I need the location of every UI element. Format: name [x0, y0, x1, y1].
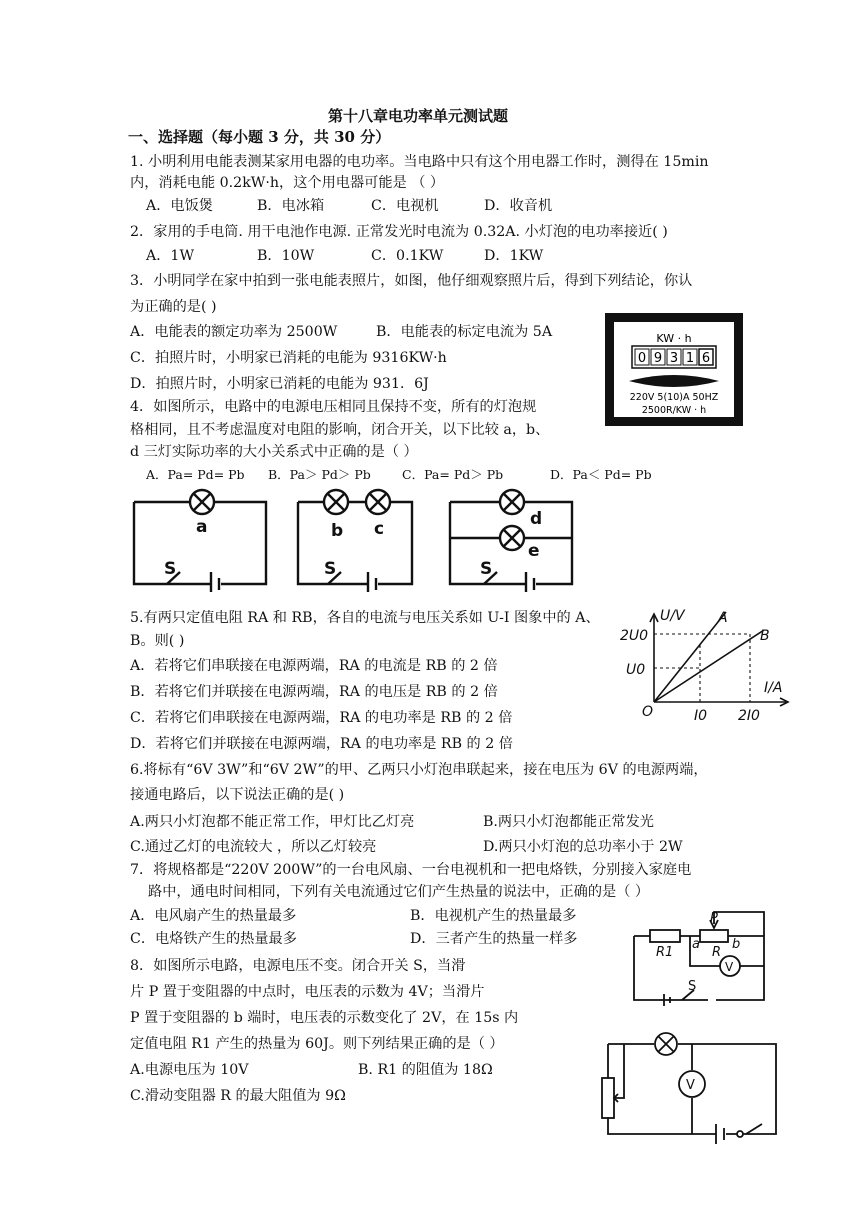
lamp-b-label: b: [331, 521, 344, 541]
q5-stem-line1: 5.有两只定值电阻 RA 和 RB，各自的电流与电压关系如 U-I 图象中的 A、: [130, 610, 600, 626]
q1-option-c: C．电视机: [371, 198, 439, 214]
q2-option-c: C．0.1KW: [371, 248, 444, 264]
q4-stem-line2: 格相同，且不考虑温度对电阻的影响，闭合开关，以下比较 a，b、: [130, 422, 550, 438]
q2-stem: 2．家用的手电筒. 用干电池作电源. 正常发光时电流为 0.32A. 小灯泡的电功率接近( ): [130, 224, 668, 240]
q2-option-b: B．10W: [257, 248, 315, 264]
q7-option-a: A．电风扇产生的热量最多: [130, 908, 297, 924]
q4-stem-line3: d 三灯实际功率的大小关系式中正确的是（ ）: [130, 444, 418, 460]
q8-slider-label: P: [710, 911, 718, 926]
energy-meter-figure: [605, 313, 743, 426]
meter-digit-2: 9: [653, 351, 663, 366]
q7-option-c: C．电烙铁产生的热量最多: [130, 931, 297, 947]
graph-y-tick-u0: U0: [626, 662, 646, 678]
q2-option-a: A．1W: [146, 248, 195, 264]
q1-stem-line2: 内，消耗电能 0.2kW·h，这个用电器可能是 （ ）: [130, 175, 445, 191]
q5-option-d: D．若将它们并联接在电源两端，RA 的电功率是 RB 的 2 倍: [130, 736, 513, 752]
q6-stem-line2: 接通电路后，以下说法正确的是( ): [130, 787, 345, 803]
q8-r-label: R: [712, 945, 722, 960]
q3-option-d: D．拍照片时，小明家已消耗的电能为 931．6J: [130, 376, 429, 392]
q3-option-b: B．电能表的标定电流为 5A: [376, 324, 553, 340]
q6-option-d: D.两只小灯泡的总功率小于 2W: [483, 839, 683, 855]
lamp-c-label: c: [374, 519, 385, 539]
graph-xlabel: I/A: [764, 680, 783, 696]
q5-option-c: C．若将它们串联接在电源两端，RA 的电功率是 RB 的 2 倍: [130, 710, 513, 726]
section-heading: 一、选择题（每小题 3 分，共 30 分）: [128, 128, 391, 146]
graph-x-tick-2i0: 2I0: [738, 708, 760, 724]
q8-circuit-figure: [628, 906, 774, 1016]
q7-option-d: D．三者产生的热量一样多: [410, 931, 578, 947]
q8-stem-line4: 定值电阻 R1 产生的热量为 60J。则下列结果正确的是（ ）: [130, 1036, 504, 1052]
q8-option-a: A.电源电压为 10V: [130, 1062, 249, 1078]
q4-option-c: C．Pa= Pd＞ Pb: [402, 467, 504, 482]
graph-x-tick-i0: I0: [694, 708, 708, 724]
lamp-voltmeter-circuit: [596, 1028, 786, 1148]
q6-option-a: A.两只小灯泡都不能正常工作，甲灯比乙灯亮: [130, 814, 415, 830]
q8-r1-label: R1: [656, 945, 674, 960]
q1-option-b: B．电冰箱: [257, 198, 325, 214]
q8-stem-line3: P 置于变阻器的 b 端时，电压表的示数变化了 2V，在 15s 内: [130, 1010, 519, 1026]
q4-circuits-figure: [128, 488, 578, 592]
graph-line-b-label: B: [760, 628, 770, 644]
lamp-a-label: a: [196, 517, 208, 537]
meter-digit-4: 1: [685, 351, 695, 366]
q8-stem-line1: 8．如图所示电路，电源电压不变。闭合开关 S，当滑: [130, 958, 466, 974]
q8-stem-line2: 片 P 置于变阻器的中点时，电压表的示数为 4V；当滑片: [130, 984, 485, 1000]
q5-option-b: B．若将它们并联接在电源两端，RA 的电压是 RB 的 2 倍: [130, 684, 498, 700]
q3-stem-line1: 3．小明同学在家中拍到一张电能表照片，如图，他仔细观察照片后，得到下列结论，你认: [130, 273, 693, 289]
q6-stem-line1: 6.将标有“6V 3W”和“6V 2W”的甲、乙两只小灯泡串联起来，接在电压为 6V 的电源两端，: [130, 762, 708, 778]
q3-stem-line2: 为正确的是( ): [130, 299, 217, 315]
q4-stem-line1: 4．如图所示，电路中的电源电压相同且保持不变，所有的灯泡规: [130, 399, 537, 415]
q5-option-a: A．若将它们串联接在电源两端，RA 的电流是 RB 的 2 倍: [130, 658, 498, 674]
q8-switch-label: S: [688, 979, 697, 994]
q4-option-a: A．Pa= Pd= Pb: [146, 467, 245, 482]
q8-a-label: a: [692, 937, 700, 952]
lamp-d-label: d: [530, 509, 543, 529]
graph-ylabel: U/V: [660, 608, 685, 624]
q4-option-b: B．Pa＞ Pd＞ Pb: [268, 467, 371, 482]
q7-stem-line1: 7．将规格都是“220V 200W”的一台电风扇、一台电视机和一把电烙铁，分别接入家庭电: [130, 862, 692, 878]
graph-y-tick-2u0: 2U0: [620, 628, 649, 644]
q8-option-b: B. R1 的阻值为 18Ω: [358, 1062, 493, 1078]
meter-digit-1: 0: [637, 351, 647, 366]
q8-voltmeter-label: V: [725, 960, 734, 974]
graph-origin: O: [642, 704, 654, 720]
switch-label-3: S: [480, 559, 493, 579]
q8-option-c: C.滑动变阻器 R 的最大阻值为 9Ω: [130, 1088, 346, 1104]
q4-option-d: D．Pa＜ Pd= Pb: [550, 467, 652, 482]
voltmeter-label: V: [686, 1078, 695, 1093]
q1-stem-line1: 1. 小明利用电能表测某家用电器的电功率。当电路中只有这个用电器工作时，测得在 15min: [130, 154, 709, 170]
meter-unit: KW · h: [656, 332, 692, 345]
page-title: 第十八章电功率单元测试题: [328, 107, 509, 125]
q8-b-label: b: [732, 937, 741, 952]
meter-rate: 2500R/KW · h: [641, 405, 707, 416]
q2-option-d: D．1KW: [484, 248, 544, 264]
q5-stem-line2: B。则( ): [130, 633, 185, 649]
switch-label-2: S: [324, 559, 337, 579]
meter-spec: 220V 5(10)A 50HZ: [629, 392, 719, 403]
q7-option-b: B．电视机产生的热量最多: [410, 908, 577, 924]
switch-label-1: S: [164, 559, 177, 579]
u-i-graph: [614, 604, 798, 726]
meter-digit-5: 6: [701, 351, 711, 366]
meter-digit-3: 3: [669, 351, 679, 366]
q6-option-c: C.通过乙灯的电流较大 ，所以乙灯较亮: [130, 839, 377, 855]
lamp-e-label: e: [528, 541, 540, 561]
q3-option-c: C．拍照片时，小明家已消耗的电能为 9316KW·h: [130, 350, 447, 366]
q7-stem-line2: 路中，通电时间相同，下列有关电流通过它们产生热量的说法中，正确的是（ ）: [148, 884, 650, 900]
q3-option-a: A．电能表的额定功率为 2500W: [130, 324, 338, 340]
graph-line-a-label: A: [718, 610, 728, 626]
q6-option-b: B.两只小灯泡都能正常发光: [483, 814, 654, 830]
q1-option-a: A．电饭煲: [146, 198, 213, 214]
q1-option-d: D．收音机: [484, 198, 553, 214]
